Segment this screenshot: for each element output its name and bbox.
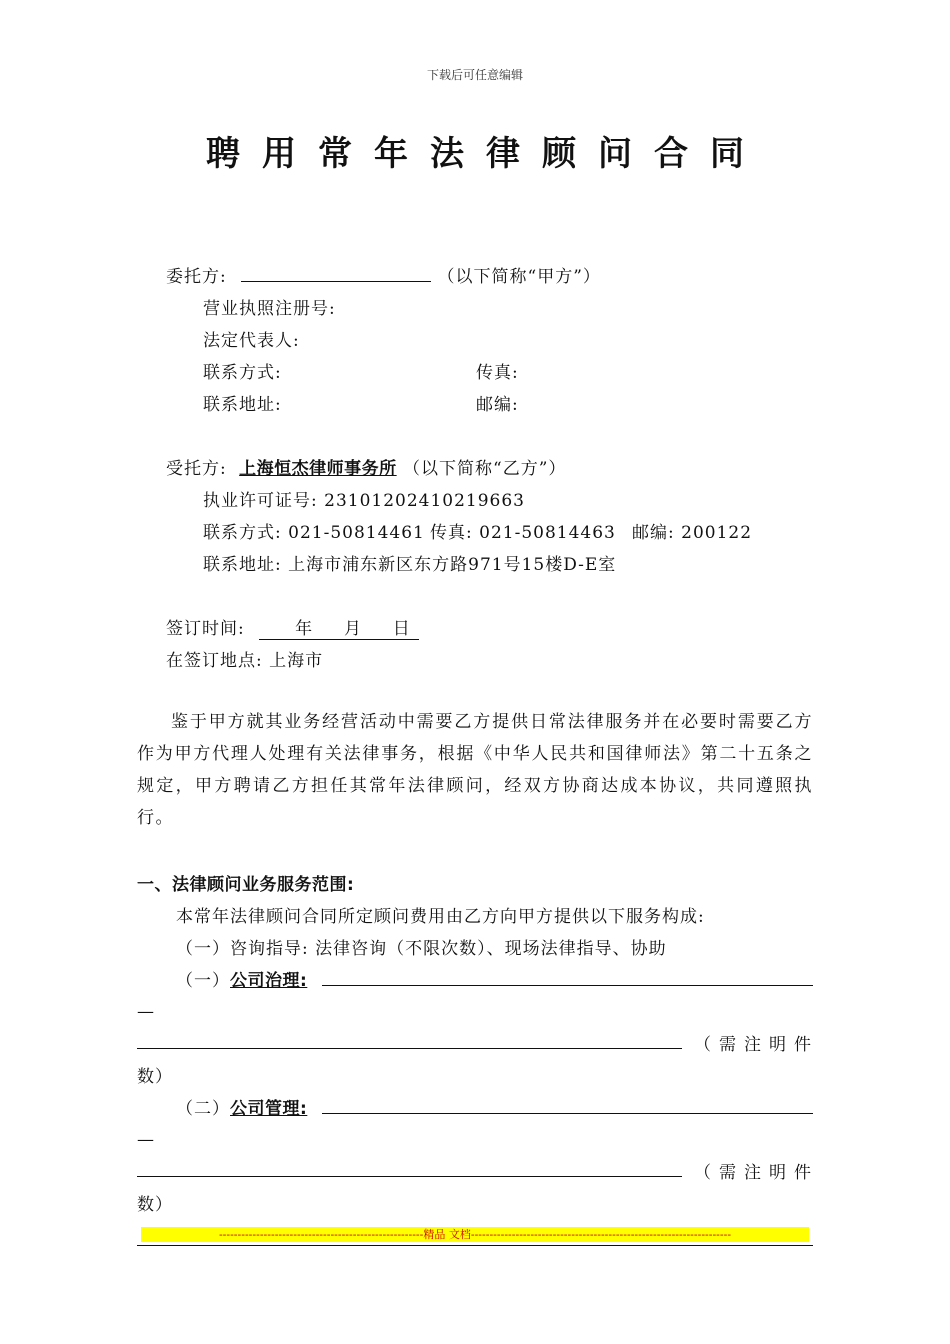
party-b-address: 联系地址: 上海市浦东新区东方路971号15楼D-E室 — [203, 555, 617, 575]
party-a-name-blank[interactable] — [241, 263, 431, 282]
item1-dash: — — [137, 1002, 155, 1022]
item2-fill-line[interactable] — [322, 1112, 813, 1114]
item1-line — [176, 966, 307, 991]
footer-divider — [137, 1245, 813, 1246]
item2-label: 公司管理: — [230, 1099, 308, 1119]
party-a-rep-label: 法定代表人: — [203, 331, 300, 351]
party-b-line — [166, 454, 566, 479]
party-a-label: 委托方: — [166, 267, 227, 287]
preamble-paragraph: 鉴于甲方就其业务经营活动中需要乙方提供日常法律服务并在必要时需要乙方作为甲方代理人处理有关法律事务，根据《中华人民共和国律师法》第二十五条之规定，甲方聘请乙方担任其常年法律顾问，经双方协商达成本协议，共同遵照执行。 — [137, 712, 813, 828]
footer-right-dash: ---------------------------------------------------------------------- — [470, 1228, 732, 1241]
item2-note-open: （ — [694, 1163, 712, 1183]
section1-intro: 本常年法律顾问合同所定顾问费用由乙方向甲方提供以下服务构成: — [176, 907, 705, 927]
item1-note-char: 明 — [769, 1035, 787, 1055]
signing-place: 在签订地点: 上海市 — [166, 651, 324, 671]
party-b-name: 上海恒杰律师事务所 — [239, 459, 397, 479]
item1-prefix: （一） — [176, 971, 230, 991]
party-a-contact-label: 联系方式: — [203, 363, 282, 383]
party-b-suffix: （以下简称“乙方”） — [403, 459, 567, 479]
party-a-address-label: 联系地址: — [203, 395, 282, 415]
signing-date-field[interactable] — [259, 614, 419, 640]
item2-note — [694, 1158, 812, 1183]
item2-note-char: 明 — [769, 1163, 787, 1183]
item1-fill-line-2[interactable] — [137, 1047, 682, 1049]
signing-year: 年 — [295, 619, 314, 639]
item2-note-char: 注 — [744, 1163, 762, 1183]
party-b-postcode: 邮编: 200122 — [632, 523, 753, 543]
party-a-line — [166, 262, 601, 287]
item1-note — [694, 1030, 812, 1055]
header-note: 下载后可任意编辑 — [426, 68, 523, 82]
document-title: 聘用常年法律顾问合同 — [206, 134, 766, 174]
party-a-suffix: （以下简称“甲方”） — [437, 267, 601, 287]
item1-note-open: （ — [694, 1035, 712, 1055]
item2-fill-line-2[interactable] — [137, 1175, 682, 1177]
section1-heading: 一、法律顾问业务服务范围: — [137, 875, 355, 895]
section1-item0: （一）咨询指导: 法律咨询（不限次数）、现场法律指导、协助 — [176, 939, 667, 959]
party-a-fax-label: 传真: — [476, 363, 519, 383]
party-b-contact: 联系方式: 021-50814461 — [203, 523, 425, 543]
item2-prefix: （二） — [176, 1099, 230, 1119]
party-b-license: 执业许可证号: 23101202410219663 — [203, 491, 526, 511]
item1-note-char: 需 — [719, 1035, 737, 1055]
signing-day: 日 — [392, 619, 411, 639]
party-b-fax: 传真: 021-50814463 — [430, 523, 616, 543]
signing-time-line — [166, 614, 419, 640]
item2-note-char: 件 — [794, 1163, 812, 1183]
item2-dash: — — [137, 1130, 155, 1150]
item1-fill-line[interactable] — [322, 984, 813, 986]
party-a-license-label: 营业执照注册号: — [203, 299, 336, 319]
item2-note-close: 数） — [137, 1195, 173, 1215]
item1-note-char: 件 — [794, 1035, 812, 1055]
party-a-postcode-label: 邮编: — [476, 395, 519, 415]
party-b-label: 受托方: — [166, 459, 227, 479]
item1-note-char: 注 — [744, 1035, 762, 1055]
footer-banner — [141, 1227, 809, 1242]
footer-left-dash: ------------------------------------------------------- — [218, 1228, 424, 1241]
item1-label: 公司治理: — [230, 971, 308, 991]
signing-month: 月 — [343, 619, 362, 639]
item1-note-close: 数） — [137, 1067, 173, 1087]
signing-time-label: 签订时间: — [166, 619, 245, 639]
item2-note-char: 需 — [719, 1163, 737, 1183]
footer-text: 精品 文档 — [423, 1228, 471, 1241]
item2-line — [176, 1094, 307, 1119]
